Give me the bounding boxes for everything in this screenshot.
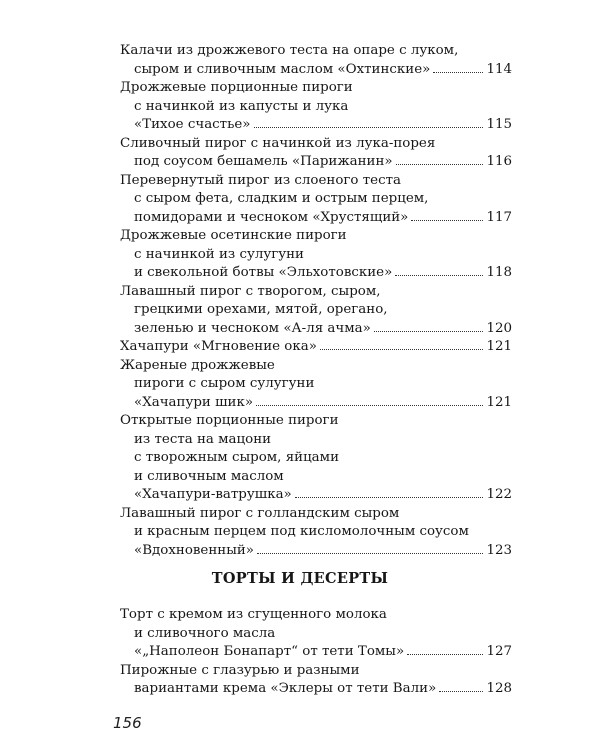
toc-entry-line: с начинкой из сулугуни: [134, 246, 304, 262]
toc-entry-line: из теста на мацони: [134, 431, 272, 447]
toc-entry: [120, 505, 512, 561]
toc-entry-final-line: [120, 264, 512, 283]
toc-entry-line: и сливочным маслом: [134, 468, 284, 484]
dot-leader: [407, 643, 483, 655]
toc-entry-line: пироги с сыром сулугуни: [134, 376, 315, 391]
toc-entry-line: с начинкой из капусты и лука: [134, 98, 349, 114]
toc-entry-final-line: [120, 320, 512, 339]
toc-page-number: 116: [486, 154, 512, 169]
toc-entry-line: Торт с кремом из сгущенного молока: [120, 607, 387, 622]
toc-entry-line: грецкими орехами, мятой, орегано,: [134, 302, 388, 317]
toc-entry-line: Пирожные с глазурью и разными: [120, 662, 360, 678]
toc-page-number: 117: [486, 209, 512, 225]
toc-page-number: 114: [486, 61, 512, 77]
toc-page-number: 121: [486, 339, 512, 354]
toc-entry-line: Дрожжевые порционные пироги: [120, 80, 353, 95]
toc-entry-line: с сыром фета, сладким и острым перцем,: [134, 191, 429, 206]
toc-entry-final-line: [120, 153, 512, 172]
toc-entry-final-line: [120, 680, 512, 699]
toc-entry-text: «„Наполеон Бонапарт“ от тети Томы»: [134, 644, 405, 659]
toc-entry: [120, 662, 512, 699]
toc-entry-text: под соусом бешамель «Парижанин»: [134, 154, 393, 169]
toc-entry-final-line: [120, 542, 512, 561]
toc-entry-line: Открытые порционные пироги: [120, 413, 339, 428]
toc-entry-line: с творожным сыром, яйцами: [134, 450, 339, 465]
toc-page-number: 128: [486, 681, 512, 696]
toc-entry-final-line: [120, 486, 512, 505]
toc-entry-line: Перевернутый пирог из слоеного теста: [120, 172, 401, 188]
section-heading: ТОРТЫ И ДЕСЕРТЫ: [211, 570, 389, 587]
dot-leader: [433, 61, 483, 73]
toc-entry-text: «Хачапури-ватрушка»: [134, 487, 292, 502]
toc-entry: [120, 79, 512, 135]
toc-entry: [120, 172, 512, 228]
toc-entry: [120, 227, 512, 283]
dot-leader: [411, 209, 483, 221]
toc-list-pies: [120, 42, 512, 560]
dot-leader: [396, 153, 484, 165]
dot-leader: [439, 680, 483, 692]
toc-entry-line: Лавашный пирог с творогом, сыром,: [120, 283, 381, 299]
toc-page-number: 121: [486, 394, 512, 410]
toc-entry: [120, 338, 512, 357]
toc-entry-final-line: [120, 116, 512, 135]
dot-leader: [256, 394, 483, 406]
dot-leader: [257, 542, 483, 554]
toc-entry-text: помидорами и чесноком «Хрустящий»: [134, 209, 409, 225]
toc-list-desserts: [120, 606, 512, 699]
toc-entry-line: Жареные дрожжевые: [120, 357, 275, 373]
toc-entry-text: «Вдохновенный»: [134, 542, 254, 558]
toc-page-number: 127: [486, 644, 512, 659]
toc-entry-line: и сливочного масла: [134, 625, 276, 641]
toc-entry-text: сыром и сливочным маслом «Охтинские»: [134, 61, 431, 77]
toc-entry-text: «Тихое счастье»: [134, 117, 251, 132]
toc-entry-text: «Хачапури шик»: [134, 394, 254, 410]
toc-page-number: 122: [486, 487, 512, 502]
page-number: 156: [113, 714, 142, 732]
toc-entry-line: Сливочный пирог с начинкой из лука-порея: [120, 135, 436, 151]
toc-entry-final-line: [120, 209, 512, 228]
dot-leader: [374, 320, 484, 332]
dot-leader: [254, 116, 484, 128]
toc-page-number: 120: [486, 320, 512, 336]
toc-entry: [120, 42, 512, 79]
toc-entry: [120, 412, 512, 505]
toc-entry-line: Лавашный пирог с голландским сыром: [120, 505, 400, 521]
toc-entry-line: и красным перцем под кисломолочным соусом: [134, 524, 469, 539]
toc-entry-text: Хачапури «Мгновение ока»: [120, 339, 317, 354]
toc-page-number: 123: [486, 542, 512, 558]
toc-entry: [120, 283, 512, 339]
toc-page-number: 118: [486, 265, 512, 280]
toc-entry-line: Калачи из дрожжевого теста на опаре с луком,: [120, 43, 459, 58]
toc-entry: [120, 606, 512, 662]
toc-entry-text: зеленью и чесноком «А-ля ачма»: [134, 320, 371, 336]
toc-entry: [120, 357, 512, 413]
toc-entry-text: вариантами крема «Эклеры от тети Вали»: [134, 681, 437, 696]
dot-leader: [295, 486, 484, 498]
toc-page-number: 115: [486, 117, 512, 132]
toc-entry: [120, 135, 512, 172]
toc-entry-line: Дрожжевые осетинские пироги: [120, 228, 347, 243]
toc-entry-final-line: [120, 394, 512, 413]
dot-leader: [395, 264, 483, 276]
toc-entry-final-line: [120, 338, 512, 357]
toc-entry-text: и свекольной ботвы «Эльхотовские»: [134, 265, 393, 280]
dot-leader: [320, 338, 484, 350]
toc-entry-final-line: [120, 643, 512, 662]
toc-entry-final-line: [120, 61, 512, 80]
